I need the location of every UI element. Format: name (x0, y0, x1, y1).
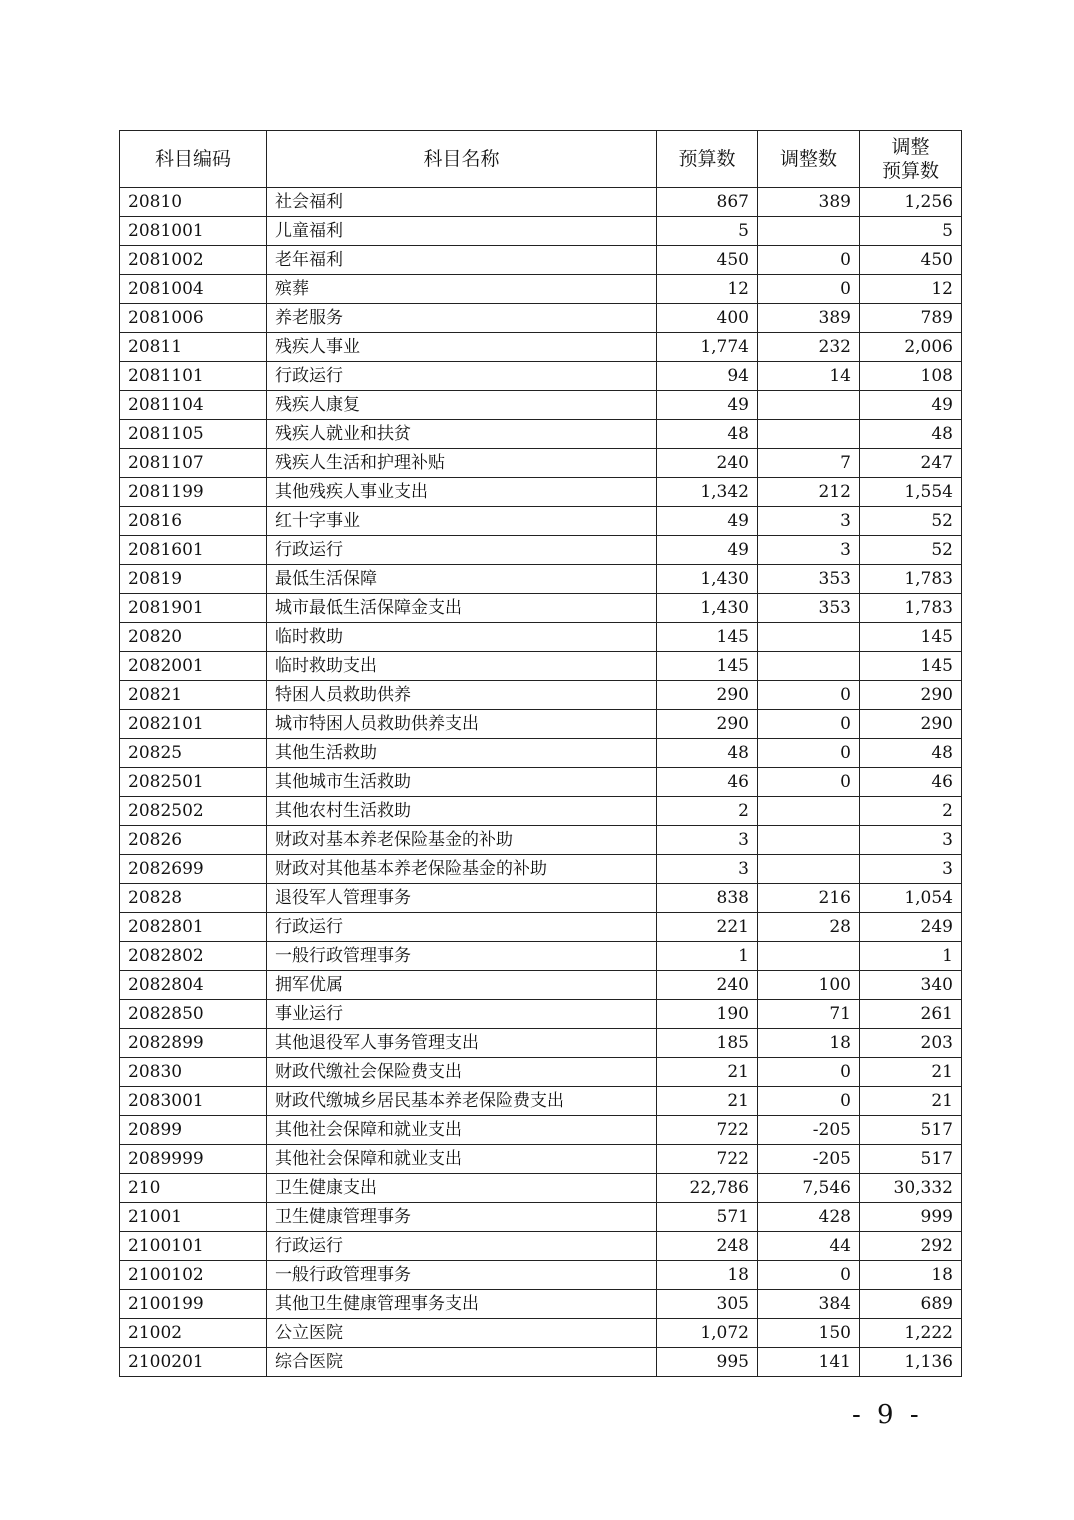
row-budget: 722 (657, 1116, 758, 1145)
row-adjusted-budget: 689 (860, 1290, 962, 1319)
row-adjust (758, 797, 860, 826)
row-code: 20810 (120, 188, 267, 217)
row-code: 2081601 (120, 536, 267, 565)
row-adjust: 0 (758, 1087, 860, 1116)
row-name: 财政代缴社会保险费支出 (267, 1058, 657, 1087)
table-row (120, 1290, 962, 1319)
row-name: 财政代缴城乡居民基本养老保险费支出 (267, 1087, 657, 1116)
row-code: 2083001 (120, 1087, 267, 1116)
row-budget: 450 (657, 246, 758, 275)
row-name: 其他退役军人事务管理支出 (267, 1029, 657, 1058)
row-code: 2081107 (120, 449, 267, 478)
row-adjusted-budget: 517 (860, 1145, 962, 1174)
row-budget: 305 (657, 1290, 758, 1319)
table-row (120, 594, 962, 623)
row-adjusted-budget: 1,054 (860, 884, 962, 913)
row-name: 行政运行 (267, 362, 657, 391)
row-adjusted-budget: 247 (860, 449, 962, 478)
row-adjust (758, 826, 860, 855)
row-budget: 49 (657, 507, 758, 536)
row-budget: 221 (657, 913, 758, 942)
row-budget: 46 (657, 768, 758, 797)
row-code: 2082804 (120, 971, 267, 1000)
row-budget: 995 (657, 1348, 758, 1377)
row-code: 2081001 (120, 217, 267, 246)
header-budget: 预算数 (657, 131, 758, 188)
row-code: 2089999 (120, 1145, 267, 1174)
row-code: 210 (120, 1174, 267, 1203)
row-adjusted-budget: 340 (860, 971, 962, 1000)
row-adjusted-budget: 21 (860, 1058, 962, 1087)
row-budget: 400 (657, 304, 758, 333)
row-name: 殡葬 (267, 275, 657, 304)
row-budget: 571 (657, 1203, 758, 1232)
row-adjust: 14 (758, 362, 860, 391)
table-row (120, 739, 962, 768)
row-name: 事业运行 (267, 1000, 657, 1029)
table-row (120, 333, 962, 362)
row-budget: 1,072 (657, 1319, 758, 1348)
row-budget: 18 (657, 1261, 758, 1290)
table-row (120, 1232, 962, 1261)
row-name: 儿童福利 (267, 217, 657, 246)
row-code: 21001 (120, 1203, 267, 1232)
row-adjusted-budget: 1,783 (860, 565, 962, 594)
row-code: 20826 (120, 826, 267, 855)
row-name: 行政运行 (267, 913, 657, 942)
row-adjust: 18 (758, 1029, 860, 1058)
table-row (120, 623, 962, 652)
table-row (120, 1319, 962, 1348)
row-budget: 190 (657, 1000, 758, 1029)
row-code: 20821 (120, 681, 267, 710)
row-adjust: 3 (758, 536, 860, 565)
row-budget: 185 (657, 1029, 758, 1058)
row-code: 20819 (120, 565, 267, 594)
row-budget: 1 (657, 942, 758, 971)
row-budget: 49 (657, 391, 758, 420)
row-adjust: 7,546 (758, 1174, 860, 1203)
row-code: 20820 (120, 623, 267, 652)
row-code: 20830 (120, 1058, 267, 1087)
table-row (120, 420, 962, 449)
budget-table (119, 130, 962, 1377)
row-code: 2081101 (120, 362, 267, 391)
row-name: 其他农村生活救助 (267, 797, 657, 826)
row-adjust: 3 (758, 507, 860, 536)
row-adjust: 0 (758, 275, 860, 304)
row-adjusted-budget: 1,136 (860, 1348, 962, 1377)
row-adjust: 0 (758, 1261, 860, 1290)
row-adjusted-budget: 290 (860, 710, 962, 739)
table-row (120, 681, 962, 710)
row-name: 其他城市生活救助 (267, 768, 657, 797)
table-row (120, 565, 962, 594)
table-row (120, 362, 962, 391)
row-budget: 1,430 (657, 594, 758, 623)
row-budget: 94 (657, 362, 758, 391)
header-row (120, 131, 962, 188)
row-name: 财政对基本养老保险基金的补助 (267, 826, 657, 855)
row-adjust: 0 (758, 246, 860, 275)
row-code: 20816 (120, 507, 267, 536)
row-code: 2082802 (120, 942, 267, 971)
row-name: 一般行政管理事务 (267, 1261, 657, 1290)
row-budget: 1,430 (657, 565, 758, 594)
row-name: 临时救助支出 (267, 652, 657, 681)
row-code: 2082899 (120, 1029, 267, 1058)
table-row (120, 855, 962, 884)
row-adjust: 389 (758, 188, 860, 217)
row-adjust (758, 942, 860, 971)
table-row (120, 913, 962, 942)
row-adjusted-budget: 52 (860, 536, 962, 565)
row-adjust: 0 (758, 739, 860, 768)
row-budget: 240 (657, 971, 758, 1000)
row-adjusted-budget: 1,256 (860, 188, 962, 217)
row-adjusted-budget: 2 (860, 797, 962, 826)
row-name: 其他生活救助 (267, 739, 657, 768)
row-name: 残疾人生活和护理补贴 (267, 449, 657, 478)
row-budget: 145 (657, 652, 758, 681)
row-budget: 21 (657, 1058, 758, 1087)
row-code: 2082001 (120, 652, 267, 681)
row-name: 残疾人事业 (267, 333, 657, 362)
row-name: 残疾人康复 (267, 391, 657, 420)
row-name: 城市特困人员救助供养支出 (267, 710, 657, 739)
row-adjust: 216 (758, 884, 860, 913)
table-row (120, 942, 962, 971)
row-name: 综合医院 (267, 1348, 657, 1377)
table-row (120, 304, 962, 333)
row-adjust (758, 420, 860, 449)
table-row (120, 1348, 962, 1377)
row-code: 20825 (120, 739, 267, 768)
table-row (120, 275, 962, 304)
row-name: 残疾人就业和扶贫 (267, 420, 657, 449)
row-adjusted-budget: 1 (860, 942, 962, 971)
header-adjusted-line2: 预算数 (881, 160, 939, 182)
row-adjusted-budget: 21 (860, 1087, 962, 1116)
row-budget: 1,774 (657, 333, 758, 362)
row-adjusted-budget: 789 (860, 304, 962, 333)
row-code: 2100102 (120, 1261, 267, 1290)
header-adjusted-budget (860, 131, 962, 188)
row-adjust: -205 (758, 1116, 860, 1145)
page-number: - 9 - (852, 1400, 923, 1430)
row-adjusted-budget: 108 (860, 362, 962, 391)
row-adjusted-budget: 46 (860, 768, 962, 797)
row-adjusted-budget: 261 (860, 1000, 962, 1029)
row-adjust (758, 391, 860, 420)
row-adjust: 384 (758, 1290, 860, 1319)
row-budget: 48 (657, 420, 758, 449)
table-row (120, 449, 962, 478)
table-row (120, 1000, 962, 1029)
row-budget: 838 (657, 884, 758, 913)
row-name: 其他残疾人事业支出 (267, 478, 657, 507)
table-row (120, 246, 962, 275)
row-adjust (758, 855, 860, 884)
row-budget: 722 (657, 1145, 758, 1174)
row-adjust: 71 (758, 1000, 860, 1029)
row-name: 最低生活保障 (267, 565, 657, 594)
row-code: 20828 (120, 884, 267, 913)
row-adjusted-budget: 1,554 (860, 478, 962, 507)
row-budget: 22,786 (657, 1174, 758, 1203)
header-adjust: 调整数 (758, 131, 860, 188)
row-name: 行政运行 (267, 1232, 657, 1261)
row-code: 2082101 (120, 710, 267, 739)
table-row (120, 507, 962, 536)
row-name: 一般行政管理事务 (267, 942, 657, 971)
row-name: 城市最低生活保障金支出 (267, 594, 657, 623)
table-row (120, 217, 962, 246)
row-code: 20811 (120, 333, 267, 362)
row-name: 公立医院 (267, 1319, 657, 1348)
table-row (120, 1029, 962, 1058)
row-adjust: 141 (758, 1348, 860, 1377)
row-code: 2081105 (120, 420, 267, 449)
row-name: 卫生健康支出 (267, 1174, 657, 1203)
table-row (120, 768, 962, 797)
row-adjusted-budget: 1,222 (860, 1319, 962, 1348)
table-row (120, 478, 962, 507)
row-adjusted-budget: 2,006 (860, 333, 962, 362)
header-name: 科目名称 (267, 131, 657, 188)
row-code: 2082801 (120, 913, 267, 942)
row-code: 2082502 (120, 797, 267, 826)
row-budget: 3 (657, 855, 758, 884)
table-row (120, 797, 962, 826)
row-budget: 240 (657, 449, 758, 478)
header-code: 科目编码 (120, 131, 267, 188)
row-code: 2081199 (120, 478, 267, 507)
row-budget: 1,342 (657, 478, 758, 507)
row-code: 2081004 (120, 275, 267, 304)
row-code: 2081002 (120, 246, 267, 275)
row-code: 2100201 (120, 1348, 267, 1377)
table-row (120, 1203, 962, 1232)
header-adjusted-line1: 调整 (891, 136, 930, 158)
table-row (120, 652, 962, 681)
row-adjust: 100 (758, 971, 860, 1000)
row-adjust: 0 (758, 1058, 860, 1087)
row-budget: 248 (657, 1232, 758, 1261)
table-row (120, 1174, 962, 1203)
row-code: 2100199 (120, 1290, 267, 1319)
row-name: 老年福利 (267, 246, 657, 275)
row-adjust: 353 (758, 565, 860, 594)
row-adjusted-budget: 249 (860, 913, 962, 942)
table-row (120, 710, 962, 739)
row-adjust: 0 (758, 681, 860, 710)
row-adjusted-budget: 3 (860, 826, 962, 855)
row-budget: 3 (657, 826, 758, 855)
table-row (120, 536, 962, 565)
row-adjusted-budget: 145 (860, 652, 962, 681)
row-code: 21002 (120, 1319, 267, 1348)
row-adjusted-budget: 517 (860, 1116, 962, 1145)
row-name: 其他社会保障和就业支出 (267, 1145, 657, 1174)
row-name: 社会福利 (267, 188, 657, 217)
row-adjusted-budget: 290 (860, 681, 962, 710)
row-adjust: 28 (758, 913, 860, 942)
row-budget: 145 (657, 623, 758, 652)
row-adjusted-budget: 48 (860, 739, 962, 768)
row-code: 2081901 (120, 594, 267, 623)
row-adjusted-budget: 999 (860, 1203, 962, 1232)
row-budget: 5 (657, 217, 758, 246)
row-adjust (758, 217, 860, 246)
row-budget: 49 (657, 536, 758, 565)
table-row (120, 1087, 962, 1116)
table-row (120, 884, 962, 913)
row-adjusted-budget: 30,332 (860, 1174, 962, 1203)
table-header (120, 131, 962, 188)
table-body (120, 188, 962, 1377)
row-adjusted-budget: 3 (860, 855, 962, 884)
row-adjust: 232 (758, 333, 860, 362)
row-name: 行政运行 (267, 536, 657, 565)
row-adjust: 7 (758, 449, 860, 478)
row-code: 2100101 (120, 1232, 267, 1261)
row-budget: 21 (657, 1087, 758, 1116)
row-adjust: 44 (758, 1232, 860, 1261)
row-name: 养老服务 (267, 304, 657, 333)
row-code: 2081104 (120, 391, 267, 420)
row-code: 2082850 (120, 1000, 267, 1029)
row-budget: 290 (657, 681, 758, 710)
row-adjust: 212 (758, 478, 860, 507)
row-name: 其他社会保障和就业支出 (267, 1116, 657, 1145)
row-budget: 12 (657, 275, 758, 304)
row-name: 退役军人管理事务 (267, 884, 657, 913)
row-code: 2082699 (120, 855, 267, 884)
row-adjusted-budget: 48 (860, 420, 962, 449)
row-name: 红十字事业 (267, 507, 657, 536)
row-budget: 48 (657, 739, 758, 768)
table-row (120, 188, 962, 217)
row-adjusted-budget: 1,783 (860, 594, 962, 623)
row-adjusted-budget: 145 (860, 623, 962, 652)
row-code: 20899 (120, 1116, 267, 1145)
row-adjusted-budget: 203 (860, 1029, 962, 1058)
row-adjust: 150 (758, 1319, 860, 1348)
row-adjusted-budget: 5 (860, 217, 962, 246)
row-adjusted-budget: 292 (860, 1232, 962, 1261)
row-adjust: 353 (758, 594, 860, 623)
row-adjusted-budget: 450 (860, 246, 962, 275)
row-adjusted-budget: 49 (860, 391, 962, 420)
row-code: 2082501 (120, 768, 267, 797)
row-budget: 290 (657, 710, 758, 739)
row-name: 特困人员救助供养 (267, 681, 657, 710)
row-name: 财政对其他基本养老保险基金的补助 (267, 855, 657, 884)
row-name: 拥军优属 (267, 971, 657, 1000)
row-adjust (758, 623, 860, 652)
row-adjust: 0 (758, 768, 860, 797)
row-name: 其他卫生健康管理事务支出 (267, 1290, 657, 1319)
row-budget: 2 (657, 797, 758, 826)
row-adjust: -205 (758, 1145, 860, 1174)
table-row (120, 971, 962, 1000)
row-adjust (758, 652, 860, 681)
row-adjust: 0 (758, 710, 860, 739)
row-adjust: 428 (758, 1203, 860, 1232)
table-row (120, 1261, 962, 1290)
table-row (120, 1145, 962, 1174)
row-adjusted-budget: 12 (860, 275, 962, 304)
row-name: 卫生健康管理事务 (267, 1203, 657, 1232)
table-row (120, 826, 962, 855)
row-name: 临时救助 (267, 623, 657, 652)
table-row (120, 1058, 962, 1087)
row-adjusted-budget: 18 (860, 1261, 962, 1290)
row-budget: 867 (657, 188, 758, 217)
row-code: 2081006 (120, 304, 267, 333)
row-adjust: 389 (758, 304, 860, 333)
row-adjusted-budget: 52 (860, 507, 962, 536)
table-row (120, 1116, 962, 1145)
table-row (120, 391, 962, 420)
